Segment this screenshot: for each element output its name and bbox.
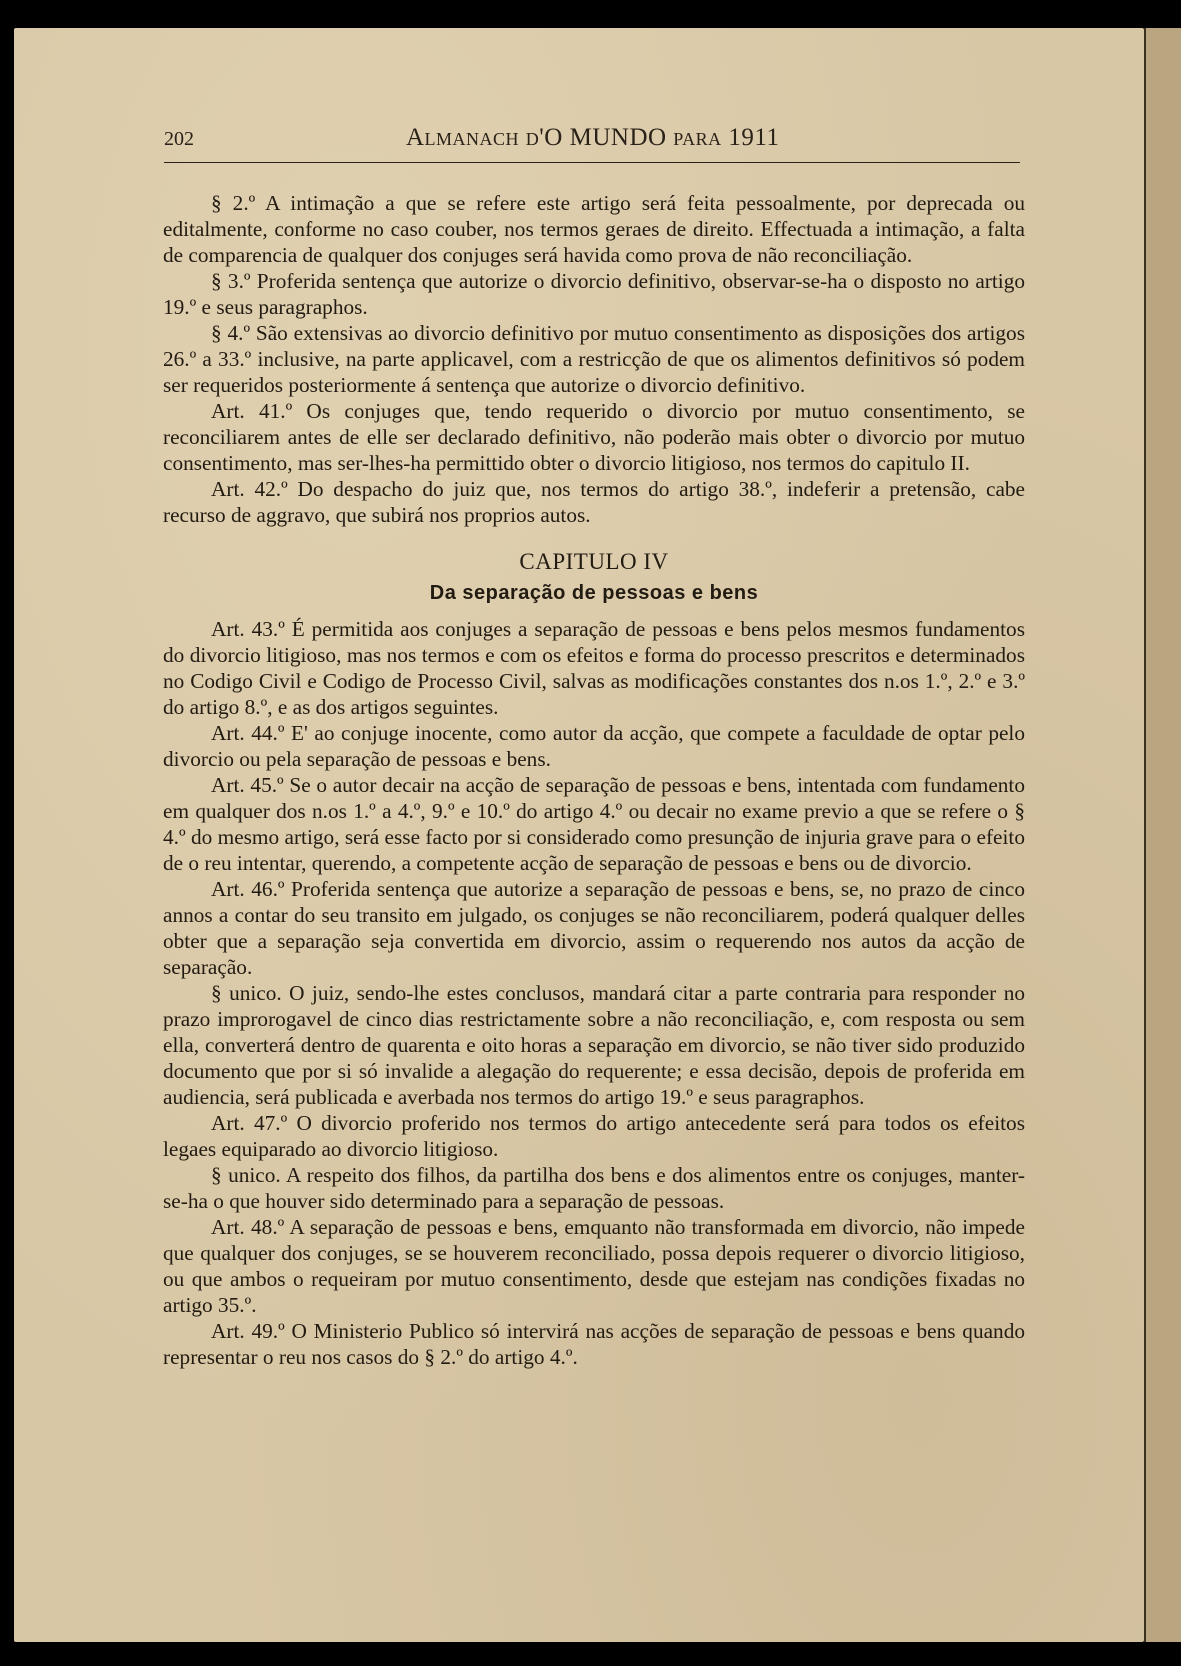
page-body bbox=[163, 190, 1025, 1370]
page-edge bbox=[1144, 28, 1181, 1642]
chapter-subtitle: Da separação de pessoas e bens bbox=[429, 582, 759, 604]
paragraph-par4-extensivas: § 4.º São extensivas ao divorcio definitivo por mutuo consentimento as disposições dos artigos 26.º a 33.º inclusive, na parte applicavel, com a restricção de que os alimentos definitivos só podem ser requeridos posteriormente á sentença que autorize o divorcio definitivo. bbox=[163, 321, 1025, 397]
paragraph-art49: Art. 49.º O Ministerio Publico só intervirá nas acções de separação de pessoas e bens quando representar o reu nos casos do § 2.º do artigo 4.º. bbox=[163, 1319, 1025, 1369]
running-title: Almanach d'O MUNDO para 1911 bbox=[406, 124, 780, 151]
paragraph-art41: Art. 41.º Os conjuges que, tendo requerido o divorcio por mutuo consentimento, se reconciliarem antes de elle ser declarado definitivo, não poderão mais obter o divorcio por mutuo consentimento, mas ser-lhes-ha permittido obter o divorcio litigioso, nos termos do capitulo II. bbox=[163, 399, 1025, 475]
page-number: 202 bbox=[164, 128, 194, 150]
paragraph-art46: Art. 46.º Proferida sentença que autorize a separação de pessoas e bens, se, no prazo de cinco annos a contar do seu transito em julgado, os conjuges se não reconciliarem, poderá qualquer delles obter que a separação seja convertida em divorcio, assim o requerendo nos autos da acção de separação. bbox=[163, 877, 1025, 979]
paragraph-par3-sentenca: § 3.º Proferida sentença que autorize o divorcio definitivo, observar-se-ha o disposto no artigo 19.º e seus paragraphos. bbox=[163, 269, 1025, 319]
paragraph-art44: Art. 44.º E' ao conjuge inocente, como autor da acção, que compete a faculdade de optar pelo divorcio ou pela separação de pessoas e bens. bbox=[163, 721, 1025, 771]
paragraph-art48: Art. 48.º A separação de pessoas e bens, emquanto não transformada em divorcio, não impede que qualquer dos conjuges, se se houverem reconciliado, possa depois requerer o divorcio litigioso, ou que ambos o requeiram por mutuo consentimento, desde que estejam nas condições fixadas no artigo 35.º. bbox=[163, 1215, 1025, 1317]
paragraph-art47-unico: § unico. A respeito dos filhos, da partilha dos bens e dos alimentos entre os conjuges, manter-se-ha o que houver sido determinado para a separação de pessoas. bbox=[163, 1163, 1025, 1213]
paragraph-art42: Art. 42.º Do despacho do juiz que, nos termos do artigo 38.º, indeferir a pretensão, cabe recurso de aggravo, que subirá nos proprios autos. bbox=[163, 477, 1025, 527]
chapter-title: CAPITULO IV bbox=[519, 549, 669, 574]
paragraph-art46-unico: § unico. O juiz, sendo-lhe estes conclusos, mandará citar a parte contraria para responder no prazo improrogavel de cinco dias restrictamente sobre a não reconciliação, e, com resposta ou sem ella, converterá dentro de quarenta e oito horas a separação em divorcio, se não tiver sido produzido documento que por si só invalide a alegação do requerente; e essa decisão, depois de proferida em audiencia, será publicada e averbada nos termos do artigo 19.º e seus paragraphos. bbox=[163, 981, 1025, 1109]
header-rule bbox=[164, 162, 1020, 163]
page-header bbox=[164, 124, 1020, 158]
paragraph-art47: Art. 47.º O divorcio proferido nos termos do artigo antecedente será para todos os efeitos legaes equiparado ao divorcio litigioso. bbox=[163, 1111, 1025, 1161]
paragraph-art43: Art. 43.º É permitida aos conjuges a separação de pessoas e bens pelos mesmos fundamentos do divorcio litigioso, mas nos termos e com os efeitos e forma do processo prescritos e determinados no Codigo Civil e Codigo de Processo Civil, salvas as modificações constantes dos n.os 1.º, 2.º e 3.º do artigo 8.º, e as dos artigos seguintes. bbox=[163, 617, 1025, 719]
paragraph-art45: Art. 45.º Se o autor decair na acção de separação de pessoas e bens, intentada com fundamento em qualquer dos n.os 1.º a 4.º, 9.º e 10.º do artigo 4.º ou decair no exame previo a que se refere o § 4.º do mesmo artigo, será esse facto por si considerado como presunção de injuria grave para o efeito de o reu intentar, querendo, a competente acção de separação de pessoas e bens ou de divorcio. bbox=[163, 773, 1025, 875]
paragraph-par2-intimacao: § 2.º A intimação a que se refere este artigo será feita pessoalmente, por deprecada ou editalmente, conforme no caso couber, nos termos geraes de direito. Effectuada a intimação, a falta de comparencia de qualquer dos conjuges será havida como prova de não reconciliação. bbox=[163, 191, 1025, 267]
